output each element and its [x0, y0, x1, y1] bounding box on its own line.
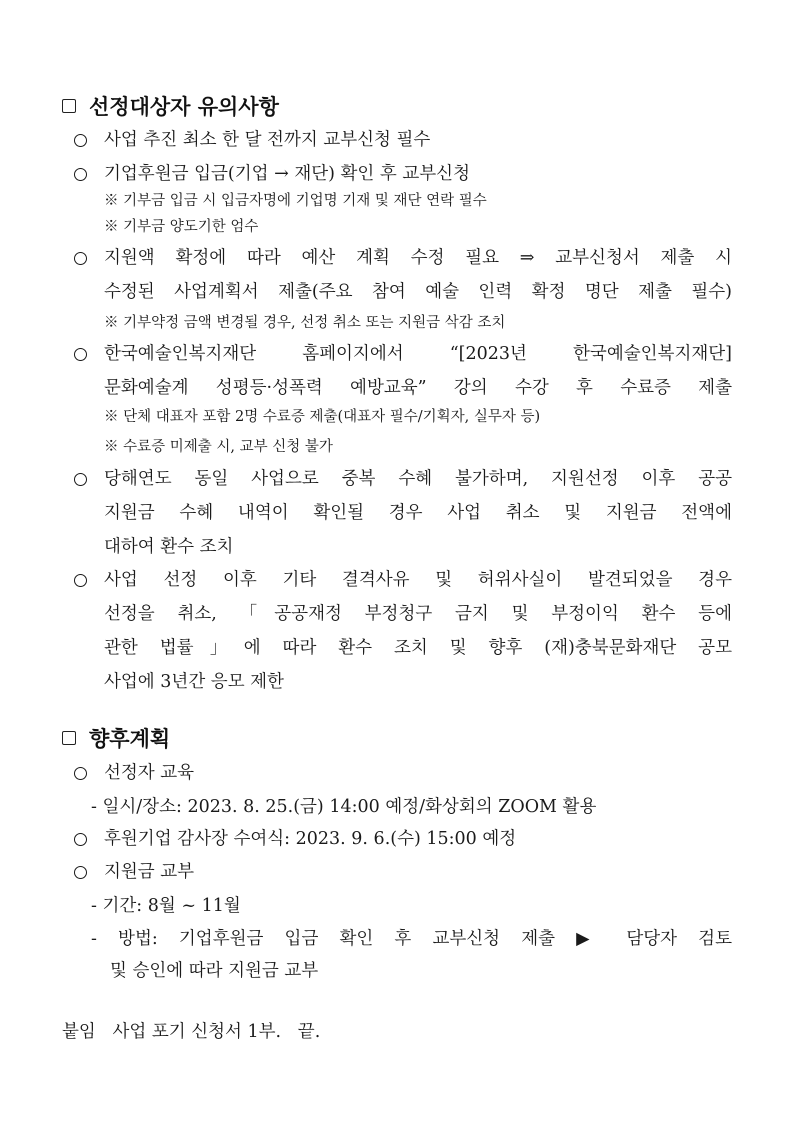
item-text: 사업 추진 최소 한 달 전까지 교부신청 필수: [104, 130, 431, 150]
plan-subitem-text: - 방법: 기업후원금 입금 확인 후 교부신청 제출 ▶ 담당자 검토: [91, 929, 732, 949]
item-text: 당해연도 동일 사업으로 중복 수혜 불가하며, 지원선정 이후 공공: [104, 469, 732, 489]
item-text-continuation: 대하여 환수 조치: [104, 537, 234, 557]
circle-bullet-icon: [74, 348, 87, 361]
item-text-continuation: 관한 법률」에 따라 환수 조치 및 향후 (재)충북문화재단 공모: [104, 638, 732, 658]
section-title: 향후계획: [89, 727, 171, 751]
circle-bullet-icon: [74, 168, 87, 181]
item-text: 지원액 확정에 따라 예산 계획 수정 필요 ⇒ 교부신청서 제출 시: [104, 248, 732, 268]
item-text-continuation: 수정된 사업계획서 제출(주요 참여 예술 인력 확정 명단 제출 필수): [104, 282, 732, 302]
plan-item-text: 후원기업 감사장 수여식: 2023. 9. 6.(수) 15:00 예정: [104, 829, 517, 849]
plan-item-text: 지원금 교부: [104, 862, 195, 882]
section-heading-plans: [62, 723, 170, 753]
circle-bullet-icon: [74, 767, 87, 780]
checkbox-square-icon: [62, 731, 76, 745]
item-text: 기업후원금 입금(기업 → 재단) 확인 후 교부신청: [104, 164, 470, 184]
circle-bullet-icon: [74, 252, 87, 265]
checkbox-square-icon: [62, 99, 76, 113]
plan-subitem-continuation: 및 승인에 따라 지원금 교부: [110, 961, 319, 981]
circle-bullet-icon: [74, 574, 87, 587]
section-heading-notices: [62, 91, 279, 121]
note-text: ※ 수료증 미제출 시, 교부 신청 불가: [104, 439, 333, 455]
item-text-continuation: 선정을 취소, 「공공재정 부정청구 금지 및 부정이익 환수 등에: [104, 604, 732, 624]
plan-item-text: 선정자 교육: [104, 763, 195, 783]
circle-bullet-icon: [74, 134, 87, 147]
item-text: 한국예술인복지재단 홈페이지에서 “[2023년 한국예술인복지재단]: [104, 344, 732, 364]
item-text: 사업 선정 이후 기타 결격사유 및 허위사실이 발견되었을 경우: [104, 570, 732, 590]
item-text-continuation: 사업에 3년간 응모 제한: [104, 672, 284, 692]
note-text: ※ 기부금 입금 시 입금자명에 기업명 기재 및 재단 연락 필수: [104, 193, 487, 209]
section-title: 선정대상자 유의사항: [89, 95, 279, 119]
plan-subitem-text: - 기간: 8월 ~ 11월: [91, 896, 241, 916]
note-text: ※ 기부약정 금액 변경될 경우, 선정 취소 또는 지원금 삭감 조치: [104, 315, 506, 331]
note-text: ※ 단체 대표자 포함 2명 수료증 제출(대표자 필수/기획자, 실무자 등): [104, 409, 541, 425]
item-text-continuation: 지원금 수혜 내역이 확인될 경우 사업 취소 및 지원금 전액에: [104, 503, 732, 523]
plan-subitem-text: - 일시/장소: 2023. 8. 25.(금) 14:00 예정/화상회의 ZOOM 활용: [91, 797, 597, 817]
item-text-continuation: 문화예술계 성평등·성폭력 예방교육” 강의 수강 후 수료증 제출: [104, 378, 732, 398]
circle-bullet-icon: [74, 833, 87, 846]
circle-bullet-icon: [74, 473, 87, 486]
note-text: ※ 기부금 양도기한 엄수: [104, 219, 259, 235]
attachment-note: 붙임 사업 포기 신청서 1부. 끝.: [62, 1022, 321, 1042]
circle-bullet-icon: [74, 866, 87, 879]
